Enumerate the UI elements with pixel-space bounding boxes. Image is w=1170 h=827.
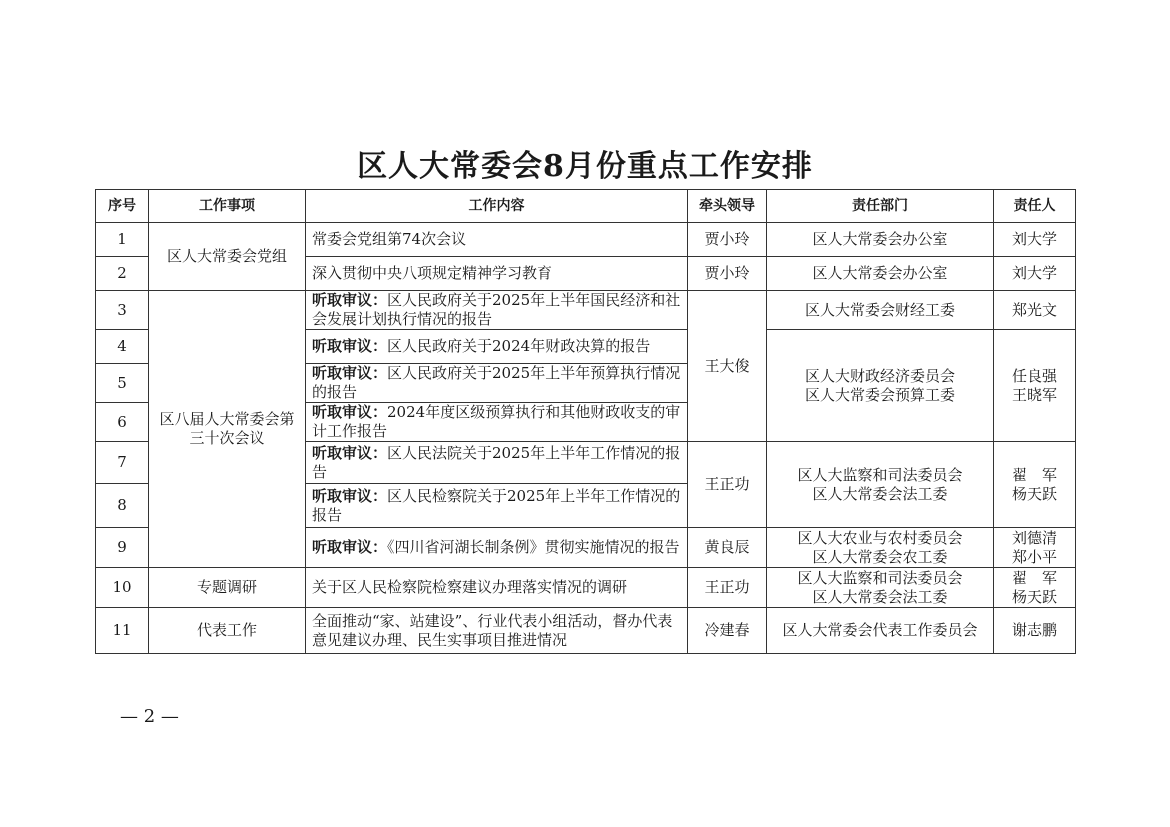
work-content: 常委会党组第74次会议 bbox=[306, 223, 688, 257]
lead-leader: 王正功 bbox=[688, 442, 767, 528]
work-content bbox=[306, 442, 688, 484]
row-num: 2 bbox=[96, 257, 149, 291]
lead-leader: 贾小玲 bbox=[688, 257, 767, 291]
responsible-person bbox=[994, 568, 1076, 608]
responsible-person: 郑光文 bbox=[994, 291, 1076, 330]
content-prefix: 听取审议： bbox=[312, 291, 388, 309]
responsible-person bbox=[994, 528, 1076, 568]
work-schedule-table bbox=[95, 189, 1076, 654]
table-row bbox=[96, 568, 1076, 608]
person-line: 翟 军 bbox=[1011, 465, 1057, 484]
work-content: 全面推动“家、站建设”、行业代表小组活动，督办代表意见建议办理、民生实事项目推进情况 bbox=[306, 608, 688, 654]
person-line: 王晓军 bbox=[1011, 385, 1057, 404]
work-item: 专题调研 bbox=[149, 568, 306, 608]
dept-line: 区人大监察和司法委员会 bbox=[797, 465, 963, 484]
responsible-person: 刘大学 bbox=[994, 257, 1076, 291]
work-content bbox=[306, 291, 688, 330]
work-content bbox=[306, 528, 688, 568]
work-content: 深入贯彻中央八项规定精神学习教育 bbox=[306, 257, 688, 291]
header-num: 序号 bbox=[96, 190, 149, 223]
row-num: 6 bbox=[96, 403, 149, 442]
row-num: 8 bbox=[96, 484, 149, 528]
person-line: 任良强 bbox=[1011, 366, 1057, 385]
person-line: 翟 军 bbox=[1011, 568, 1057, 587]
responsible-person: 刘大学 bbox=[994, 223, 1076, 257]
work-item: 代表工作 bbox=[149, 608, 306, 654]
content-prefix: 听取审议： bbox=[312, 337, 388, 355]
page-number: — 2 — bbox=[120, 706, 179, 727]
content-text: 2024年度区级预算执行和其他财政收支的审计工作报告 bbox=[312, 403, 681, 440]
work-content bbox=[306, 364, 688, 403]
responsible-dept bbox=[767, 528, 994, 568]
responsible-person: 谢志鹏 bbox=[994, 608, 1076, 654]
table-row bbox=[96, 608, 1076, 654]
person-line: 郑小平 bbox=[1011, 547, 1057, 566]
content-prefix: 听取审议： bbox=[312, 538, 388, 556]
table-header-row bbox=[96, 190, 1076, 223]
content-text: 区人民法院关于2025年上半年工作情况的报告 bbox=[312, 443, 681, 481]
lead-leader: 冷建春 bbox=[688, 608, 767, 654]
responsible-dept: 区人大常委会办公室 bbox=[767, 257, 994, 291]
header-leader: 牵头领导 bbox=[688, 190, 767, 223]
content-text: 区人民政府关于2024年财政决算的报告 bbox=[387, 337, 651, 355]
row-num: 11 bbox=[96, 608, 149, 654]
work-content: 关于区人民检察院检察建议办理落实情况的调研 bbox=[306, 568, 688, 608]
responsible-dept bbox=[767, 442, 994, 528]
header-dept: 责任部门 bbox=[767, 190, 994, 223]
work-item: 区八届人大常委会第三十次会议 bbox=[149, 291, 306, 568]
lead-leader: 贾小玲 bbox=[688, 223, 767, 257]
lead-leader: 王正功 bbox=[688, 568, 767, 608]
row-num: 4 bbox=[96, 330, 149, 364]
row-num: 5 bbox=[96, 364, 149, 403]
work-content bbox=[306, 403, 688, 442]
responsible-dept bbox=[767, 568, 994, 608]
table-row bbox=[96, 291, 1076, 330]
dept-line: 区人大监察和司法委员会 bbox=[797, 568, 963, 587]
person-line: 杨天跃 bbox=[1011, 587, 1057, 606]
content-text: 区人民检察院关于2025年上半年工作情况的报告 bbox=[312, 486, 681, 524]
dept-line: 区人大常委会法工委 bbox=[812, 587, 948, 606]
row-num: 3 bbox=[96, 291, 149, 330]
responsible-dept bbox=[767, 330, 994, 442]
header-person: 责任人 bbox=[994, 190, 1076, 223]
work-content bbox=[306, 484, 688, 528]
content-prefix: 听取审议： bbox=[312, 364, 388, 382]
responsible-dept: 区人大常委会办公室 bbox=[767, 223, 994, 257]
content-text: 《四川省河湖长制条例》贯彻实施情况的报告 bbox=[387, 538, 680, 556]
dept-line: 区人大常委会法工委 bbox=[812, 484, 948, 503]
dept-line: 区人大财政经济委员会 bbox=[804, 366, 955, 385]
dept-line: 区人大常委会预算工委 bbox=[804, 385, 955, 404]
row-num: 9 bbox=[96, 528, 149, 568]
responsible-person bbox=[994, 330, 1076, 442]
responsible-dept: 区人大常委会财经工委 bbox=[767, 291, 994, 330]
responsible-dept: 区人大常委会代表工作委员会 bbox=[767, 608, 994, 654]
page-title: 区人大常委会8月份重点工作安排 bbox=[357, 149, 813, 184]
header-item: 工作事项 bbox=[149, 190, 306, 223]
content-prefix: 听取审议： bbox=[312, 443, 388, 462]
work-item: 区人大常委会党组 bbox=[149, 223, 306, 291]
content-text: 区人民政府关于2025年上半年国民经济和社会发展计划执行情况的报告 bbox=[312, 291, 681, 328]
lead-leader: 王大俊 bbox=[688, 291, 767, 442]
content-prefix: 听取审议： bbox=[312, 403, 388, 421]
work-content bbox=[306, 330, 688, 364]
row-num: 10 bbox=[96, 568, 149, 608]
responsible-person bbox=[994, 442, 1076, 528]
header-content: 工作内容 bbox=[306, 190, 688, 223]
dept-line: 区人大常委会农工委 bbox=[812, 547, 948, 566]
row-num: 1 bbox=[96, 223, 149, 257]
row-num: 7 bbox=[96, 442, 149, 484]
dept-line: 区人大农业与农村委员会 bbox=[797, 528, 963, 547]
person-line: 杨天跃 bbox=[1011, 484, 1057, 503]
content-text: 区人民政府关于2025年上半年预算执行情况的报告 bbox=[312, 364, 681, 401]
table-row bbox=[96, 223, 1076, 257]
lead-leader: 黄良辰 bbox=[688, 528, 767, 568]
person-line: 刘德清 bbox=[1011, 528, 1057, 547]
content-prefix: 听取审议： bbox=[312, 486, 388, 505]
